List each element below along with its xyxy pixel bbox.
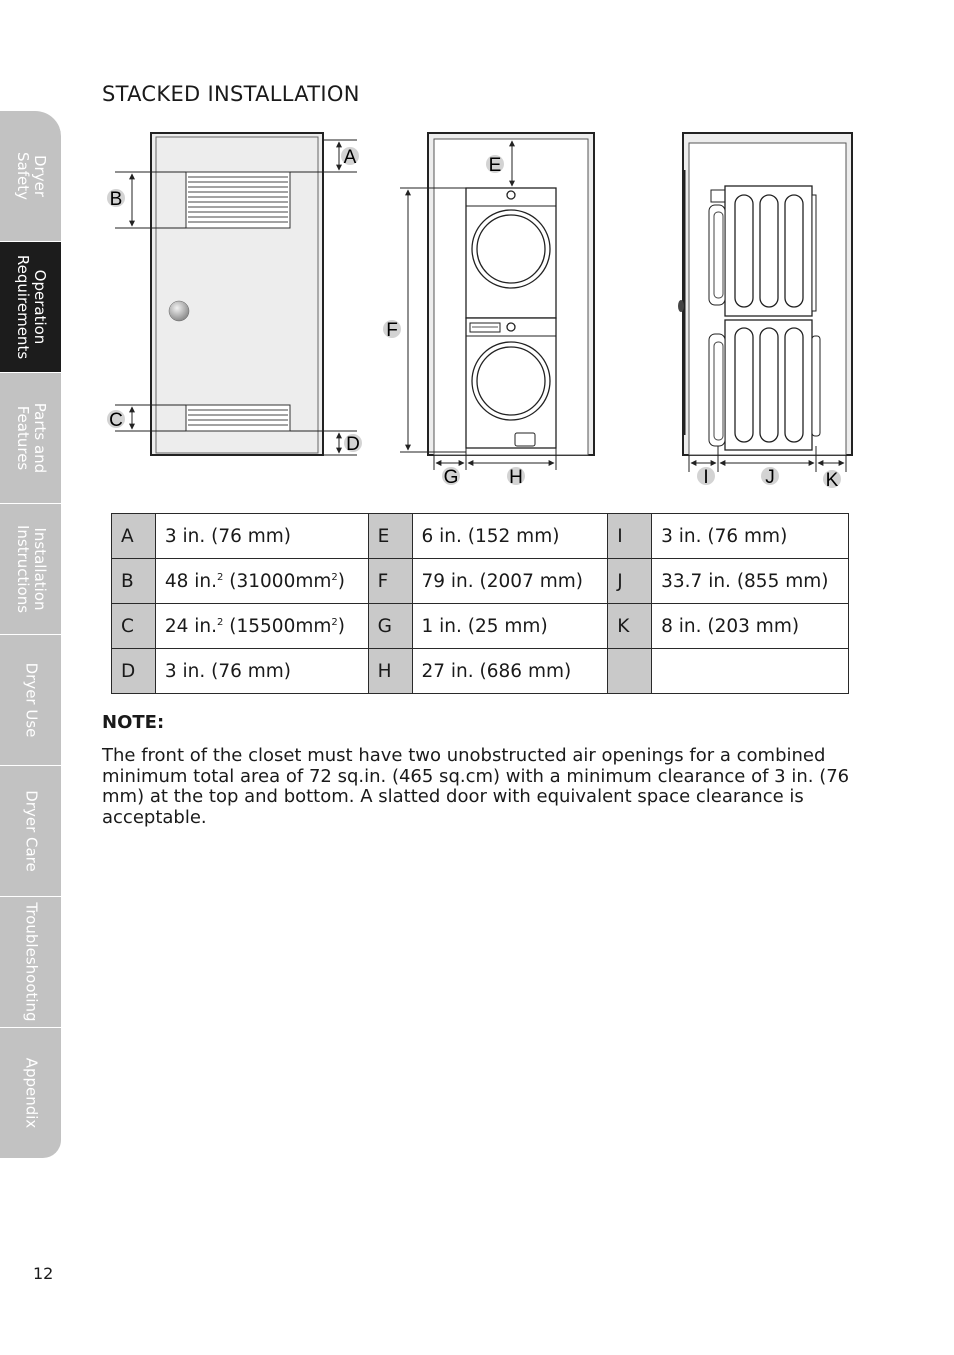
table-row xyxy=(112,649,849,694)
tab-operation-requirements[interactable]: Operation Requirements xyxy=(0,241,61,372)
table-value: 27 in. (686 mm) xyxy=(412,649,608,694)
label-b: B xyxy=(109,189,123,210)
dimensions-table xyxy=(111,513,849,694)
table-key: J xyxy=(608,559,652,604)
table-value: 3 in. (76 mm) xyxy=(652,514,849,559)
page-number: 12 xyxy=(33,1264,54,1283)
label-j: J xyxy=(765,467,775,488)
table-key: G xyxy=(368,604,412,649)
closet-front-view xyxy=(383,133,594,488)
door-knob-icon xyxy=(169,301,189,321)
tab-troubleshooting[interactable]: Troubleshooting xyxy=(0,896,61,1027)
stacked-installation-diagram xyxy=(100,128,860,494)
table-key: B xyxy=(112,559,156,604)
tab-dryer-safety[interactable]: Dryer Safety xyxy=(0,110,61,241)
table-value: 8 in. (203 mm) xyxy=(652,604,849,649)
table-key: E xyxy=(368,514,412,559)
table-value: 1 in. (25 mm) xyxy=(412,604,608,649)
table-value-area-c: 24 in.$^2$ $(15500mm^2)$ xyxy=(155,604,368,649)
table-value: 6 in. (152 mm) xyxy=(412,514,608,559)
table-row xyxy=(112,559,849,604)
table-row xyxy=(112,604,849,649)
label-k: K xyxy=(825,470,839,491)
label-f: F xyxy=(386,320,398,341)
tab-dryer-use[interactable]: Dryer Use xyxy=(0,634,61,765)
note-text: The front of the closet must have two unobstructed air openings for a combined minimum total area of 72 sq.in. (465 sq.cm) with a minimum clearance of 3 in. (76 mm) at the top and bottom. A slatted door with equivalent space clearance is acceptable. xyxy=(102,745,850,829)
table-key: H xyxy=(368,649,412,694)
table-key xyxy=(608,649,652,694)
table-key: K xyxy=(608,604,652,649)
table-key: C xyxy=(112,604,156,649)
tab-appendix[interactable]: Appendix xyxy=(0,1027,61,1158)
label-d: D xyxy=(346,434,360,455)
label-a: A xyxy=(343,147,357,168)
table-value-area-b: 48 in.$^2$ $(31000mm^2)$ xyxy=(155,559,368,604)
tab-parts-and-features[interactable]: Parts and Features xyxy=(0,372,61,503)
tab-dryer-care[interactable]: Dryer Care xyxy=(0,765,61,896)
table-value xyxy=(652,649,849,694)
page-title: STACKED INSTALLATION xyxy=(102,82,360,106)
table-value: 79 in. (2007 mm) xyxy=(412,559,608,604)
table-key: D xyxy=(112,649,156,694)
table-row xyxy=(112,514,849,559)
label-c: C xyxy=(109,410,123,431)
tab-installation-instructions[interactable]: Installation Instructions xyxy=(0,503,61,634)
label-e: E xyxy=(488,155,502,176)
table-value: 3 in. (76 mm) xyxy=(155,514,368,559)
table-key: F xyxy=(368,559,412,604)
table-value: 33.7 in. (855 mm) xyxy=(652,559,849,604)
table-value: 3 in. (76 mm) xyxy=(155,649,368,694)
label-g: G xyxy=(443,467,459,488)
label-i: I xyxy=(703,467,709,488)
label-h: H xyxy=(509,467,523,488)
closet-door xyxy=(107,133,362,455)
note-heading: NOTE: xyxy=(102,712,165,733)
table-key: I xyxy=(608,514,652,559)
closet-side-view xyxy=(678,133,852,491)
table-key: A xyxy=(112,514,156,559)
